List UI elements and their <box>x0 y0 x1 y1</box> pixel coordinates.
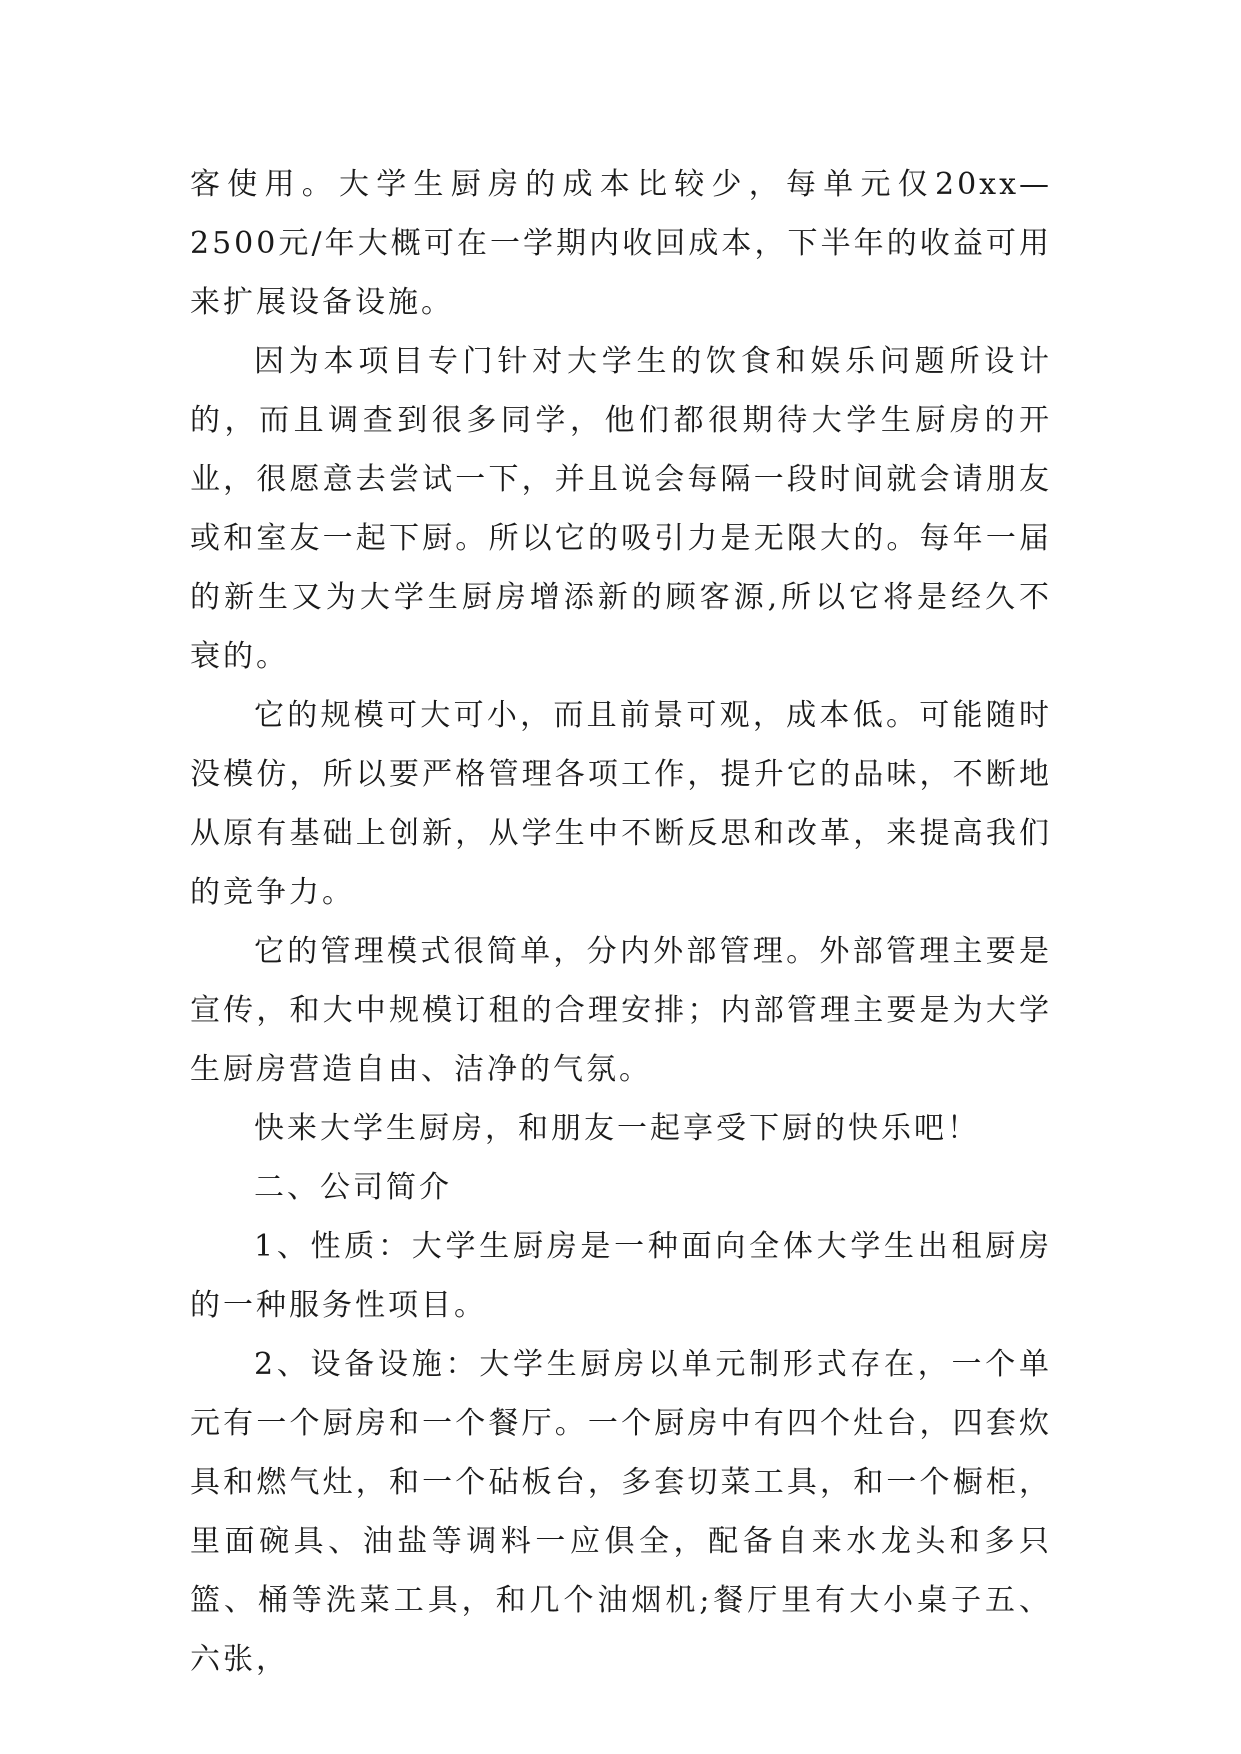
paragraph-3: 它的规模可大可小，而且前景可观，成本低。可能随时没模仿，所以要严格管理各项工作，提升它的品味，不断地从原有基础上创新，从学生中不断反思和改革，来提高我们的竞争力。 <box>190 698 1052 910</box>
paragraph-5: 快来大学生厨房，和朋友一起享受下厨的快乐吧！ <box>254 1111 980 1146</box>
document-page <box>190 155 1052 1689</box>
section-heading-company-intro: 二、公司简介 <box>254 1170 452 1205</box>
paragraph-1: 客使用。大学生厨房的成本比较少，每单元仅20xx—2500元/年大概可在一学期内收回成本，下半年的收益可用来扩展设备设施。 <box>190 167 1052 320</box>
paragraph-equipment: 2、设备设施：大学生厨房以单元制形式存在，一个单元有一个厨房和一个餐厅。一个厨房中有四个灶台，四套炊具和燃气灶，和一个砧板台，多套切菜工具，和一个橱柜，里面碗具、油盐等调料一应俱全，配备自来水龙头和多只篮、桶等洗菜工具，和几个油烟机;餐厅里有大小桌子五、六张， <box>190 1347 1052 1677</box>
paragraph-2: 因为本项目专门针对大学生的饮食和娱乐问题所设计的，而且调查到很多同学，他们都很期待大学生厨房的开业，很愿意去尝试一下，并且说会每隔一段时间就会请朋友或和室友一起下厨。所以它的吸引力是无限大的。每年一届的新生又为大学生厨房增添新的顾客源,所以它将是经久不衰的。 <box>190 344 1052 674</box>
paragraph-4: 它的管理模式很简单，分内外部管理。外部管理主要是宣传，和大中规模订租的合理安排；内部管理主要是为大学生厨房营造自由、洁净的气氛。 <box>190 934 1052 1087</box>
paragraph-nature: 1、性质：大学生厨房是一种面向全体大学生出租厨房的一种服务性项目。 <box>190 1229 1052 1323</box>
